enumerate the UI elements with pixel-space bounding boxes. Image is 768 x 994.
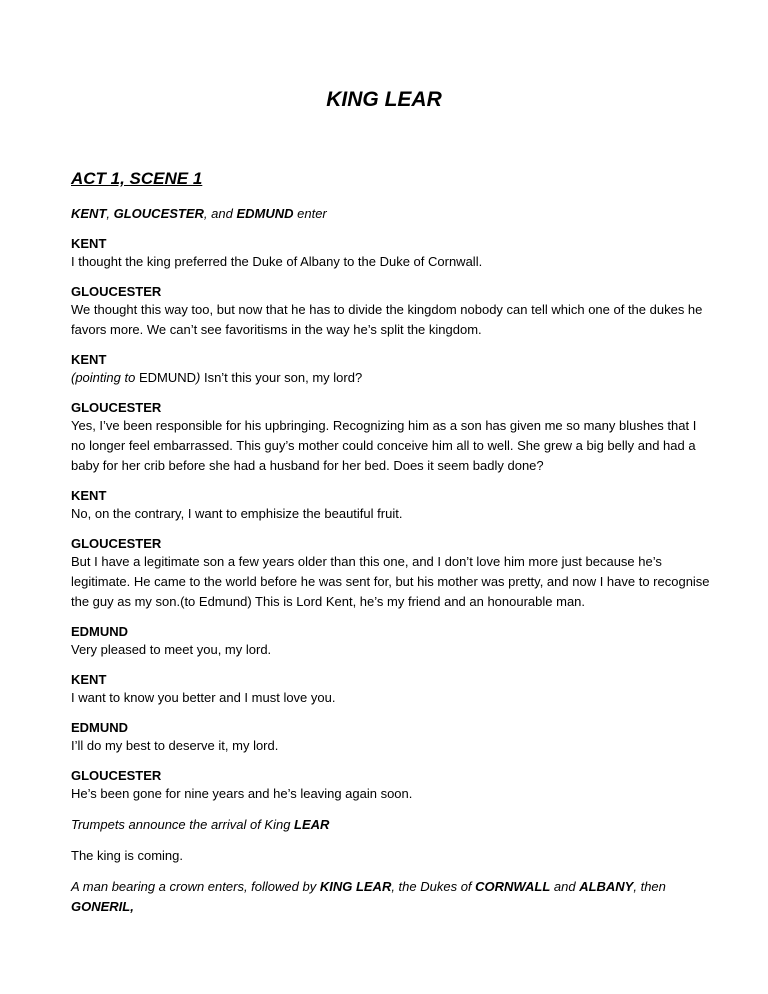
- dialogue-block: [71, 283, 711, 340]
- dialogue-block: [71, 623, 711, 660]
- dialogue-line: No, on the contrary, I want to emphisize the beautiful fruit.: [71, 506, 403, 521]
- trumpets-direction: Trumpets announce the arrival of King LEAR: [71, 817, 330, 832]
- speaker-name: GLOUCESTER: [71, 768, 162, 783]
- character-name: KING LEAR: [319, 879, 392, 894]
- dialogue-block: [71, 535, 711, 612]
- speaker-name: EDMUND: [71, 624, 129, 639]
- speaker-name: GLOUCESTER: [71, 400, 162, 415]
- speaker-name: KENT: [71, 236, 107, 251]
- character-name: KENT: [71, 206, 107, 221]
- speaker-name: KENT: [71, 488, 107, 503]
- script-body: [71, 168, 711, 928]
- dialogue-line: Yes, I’ve been responsible for his upbringing. Recognizing him as a son has given me so many blushes that I no longer feel embarrassed. This guy’s mother could conceive him all to well. She grew a big belly and had a baby for her crib before she had a husband for her bed. Does it seem badly done?: [71, 418, 697, 473]
- play-title: KING LEAR: [326, 88, 442, 111]
- dialogue-line: (pointing to EDMUND) Isn’t this your son, my lord?: [71, 370, 363, 385]
- speaker-name: GLOUCESTER: [71, 536, 162, 551]
- character-name: GONERIL,: [71, 899, 134, 914]
- dialogue-line: The king is coming.: [71, 848, 183, 863]
- stage-direction: (pointing to: [71, 370, 139, 385]
- entrance-direction: A man bearing a crown enters, followed by KING LEAR, the Dukes of CORNWALL and ALBANY, then GONERIL,: [71, 879, 666, 914]
- dialogue-block: [71, 671, 711, 708]
- dialogue-block: [71, 351, 711, 388]
- scene-heading: ACT 1, SCENE 1: [71, 169, 203, 188]
- dialogue-block: [71, 235, 711, 272]
- character-name: GLOUCESTER: [113, 206, 204, 221]
- dialogue-line: I want to know you better and I must love you.: [71, 690, 336, 705]
- character-name: EDMUND: [236, 206, 294, 221]
- dialogue-block: [71, 767, 711, 804]
- speaker-name: KENT: [71, 352, 107, 367]
- dialogue-block: [71, 399, 711, 476]
- dialogue-line: But I have a legitimate son a few years older than this one, and I don’t love him more just because he’s legitimate. He came to the world before he was sent for, but his mother was pretty, and now I have to recognise the guy as my son.(to Edmund) This is Lord Kent, he’s my friend and an honourable man.: [71, 554, 710, 609]
- dialogue-line: We thought this way too, but now that he has to divide the kingdom nobody can tell which one of the dukes he favors more. We can’t see favoritisms in the way he’s split the kingdom.: [71, 302, 703, 337]
- dialogue-block: [71, 487, 711, 524]
- speaker-name: KENT: [71, 672, 107, 687]
- speaker-name: EDMUND: [71, 720, 129, 735]
- character-name: CORNWALL: [475, 879, 551, 894]
- dialogue-line: Very pleased to meet you, my lord.: [71, 642, 272, 657]
- character-name: ALBANY: [579, 879, 634, 894]
- speaker-name: GLOUCESTER: [71, 284, 162, 299]
- dialogue-line: He’s been gone for nine years and he’s leaving again soon.: [71, 786, 413, 801]
- entrance-direction: KENT, GLOUCESTER, and EDMUND enter: [71, 206, 327, 221]
- dialogue-line: I thought the king preferred the Duke of Albany to the Duke of Cornwall.: [71, 254, 483, 269]
- character-name: LEAR: [294, 817, 330, 832]
- dialogue-line: I’ll do my best to deserve it, my lord.: [71, 738, 279, 753]
- dialogue-block: [71, 719, 711, 756]
